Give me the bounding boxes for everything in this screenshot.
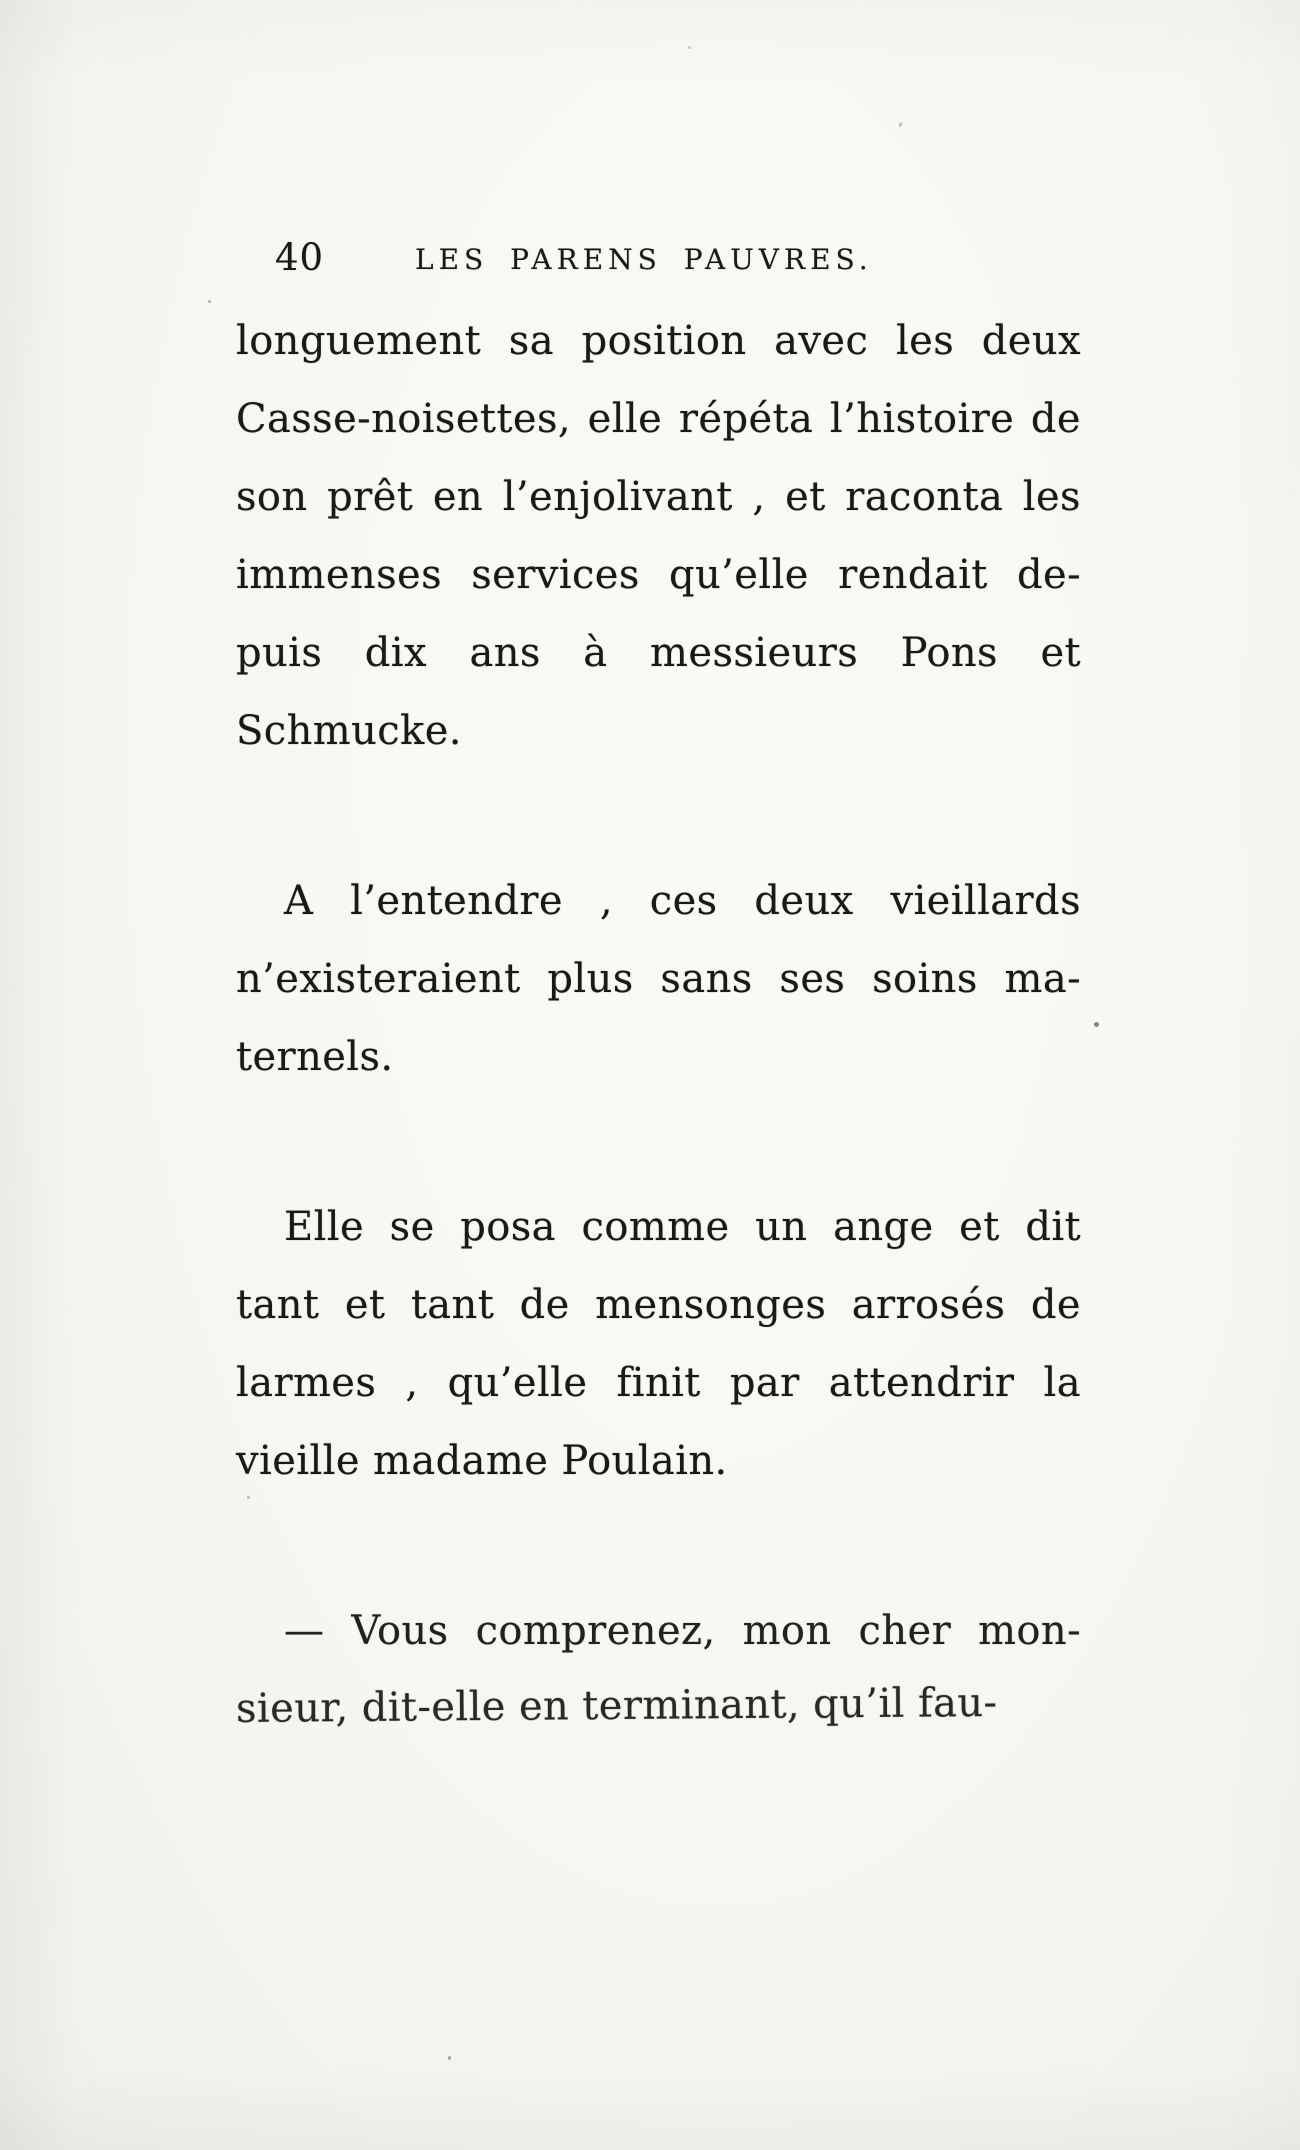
paragraph [236, 302, 1081, 770]
paper-speck [898, 122, 903, 128]
paper-speck [1094, 1022, 1099, 1027]
paper-speck [247, 1496, 250, 1499]
text-line: Schmucke. [236, 708, 462, 754]
paragraph [236, 1592, 1081, 1748]
text-line: vieille madame Poulain. [236, 1438, 728, 1484]
page-header [237, 236, 1082, 282]
paragraph [236, 862, 1081, 1096]
text-line: puis dix ans à messieurs Pons et [236, 630, 1081, 676]
text-line: A l’entendre , ces deux vieillards [284, 878, 1081, 924]
paper-speck [688, 46, 691, 49]
paper-speck [448, 2056, 451, 2060]
running-title: LES PARENS PAUVRES. [415, 243, 873, 276]
text-line: Casse-noisettes, elle répéta l’histoire de [236, 396, 1081, 442]
text-line: immenses services qu’elle rendait de- [236, 552, 1081, 598]
text-line: longuement sa position avec les deux [236, 318, 1081, 364]
page-number: 40 [275, 236, 325, 279]
text-line: n’existeraient plus sans ses soins ma- [236, 956, 1081, 1002]
text-line: larmes , qu’elle finit par attendrir la [236, 1360, 1081, 1406]
text-line: Elle se posa comme un ange et dit [284, 1204, 1081, 1250]
text-line: tant et tant de mensonges arrosés de [236, 1282, 1081, 1328]
paragraph [236, 1188, 1081, 1500]
text-line: son prêt en l’enjolivant , et raconta les [236, 474, 1081, 520]
text-line: — Vous comprenez, mon cher mon- [284, 1608, 1081, 1654]
paper-speck [208, 300, 211, 303]
text-line: sieur, dit-elle en terminant, qu’il fau- [235, 1680, 998, 1732]
text-block [236, 302, 1081, 1748]
text-line: ternels. [236, 1034, 394, 1080]
